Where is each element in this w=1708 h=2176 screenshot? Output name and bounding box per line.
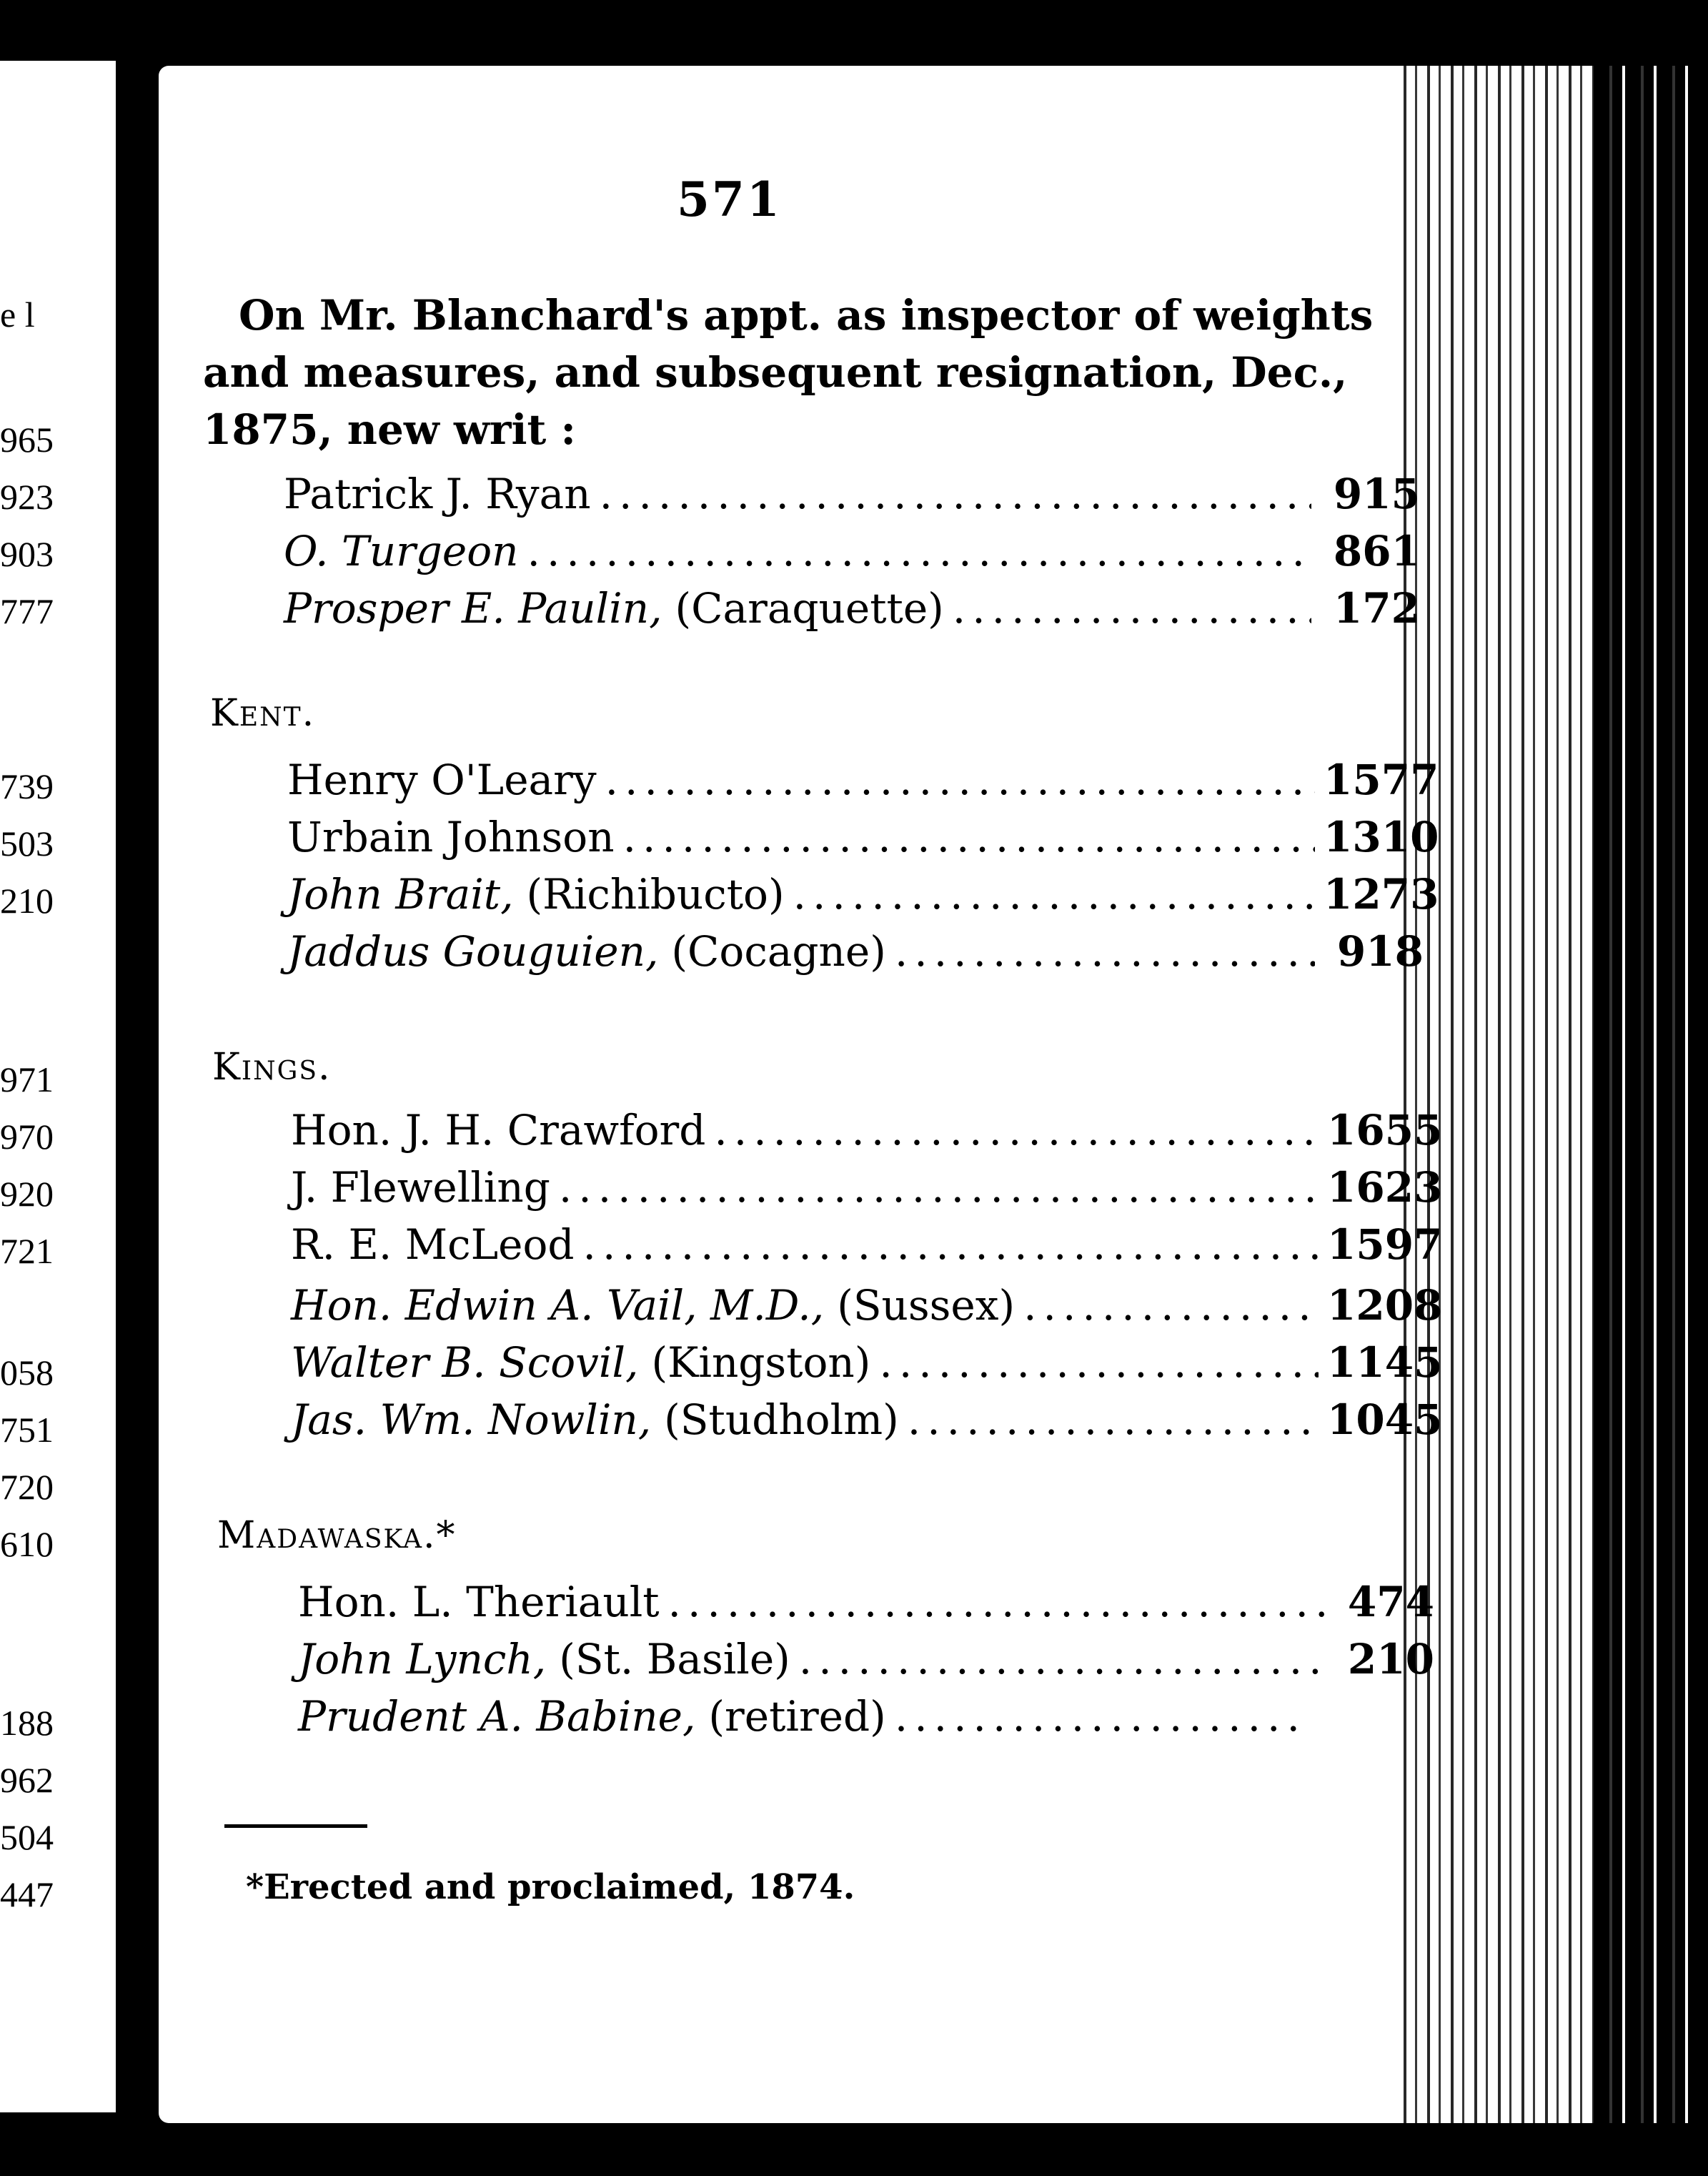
leader-dots bbox=[953, 584, 1311, 633]
vote-count: 210 bbox=[1347, 1635, 1434, 1683]
leader-dots bbox=[559, 1163, 1319, 1212]
candidate-place: (Sussex) bbox=[837, 1281, 1016, 1330]
candidate-place: (Studholm) bbox=[664, 1395, 899, 1444]
candidate-place: (St. Basile) bbox=[559, 1635, 790, 1683]
page-edge-shadow bbox=[1594, 66, 1694, 2123]
candidate-name: Jas. Wm. Nowlin, bbox=[291, 1395, 652, 1444]
vote-count: 1577 bbox=[1324, 756, 1439, 804]
vote-count: 1045 bbox=[1327, 1395, 1443, 1444]
left-number: 210 bbox=[0, 881, 54, 921]
left-page-header: e l bbox=[0, 295, 35, 335]
leader-dots bbox=[527, 527, 1311, 575]
leader-dots bbox=[895, 927, 1315, 976]
vote-count: 1145 bbox=[1327, 1338, 1443, 1387]
candidate-row bbox=[291, 1106, 1443, 1163]
candidate-place: (Richibucto) bbox=[526, 870, 785, 919]
book-page bbox=[159, 66, 1694, 2123]
candidate-name: J. Flewelling bbox=[291, 1163, 550, 1212]
vote-count: 1208 bbox=[1327, 1281, 1443, 1330]
candidate-row bbox=[284, 527, 1420, 584]
left-number: 970 bbox=[0, 1117, 54, 1157]
left-number: 965 bbox=[0, 420, 54, 460]
left-number: 720 bbox=[0, 1467, 54, 1507]
leader-dots bbox=[583, 1220, 1319, 1269]
candidate-name: Hon. Edwin A. Vail, M.D., bbox=[291, 1281, 825, 1330]
left-number: 971 bbox=[0, 1059, 54, 1099]
leader-dots bbox=[908, 1395, 1319, 1444]
candidate-name: Walter B. Scovil, bbox=[291, 1338, 639, 1387]
vote-count: 861 bbox=[1333, 527, 1420, 575]
left-number: 903 bbox=[0, 534, 54, 574]
candidate-row bbox=[287, 927, 1424, 984]
candidate-name: Hon. L. Theriault bbox=[298, 1578, 660, 1626]
candidate-place: (Cocagne) bbox=[671, 927, 886, 976]
left-number: 188 bbox=[0, 1703, 54, 1743]
candidate-row bbox=[291, 1220, 1443, 1277]
candidate-row bbox=[287, 870, 1439, 927]
left-number: 610 bbox=[0, 1524, 54, 1564]
candidate-place: (Kingston) bbox=[651, 1338, 871, 1387]
leader-dots bbox=[600, 470, 1311, 518]
left-number: 447 bbox=[0, 1874, 54, 1914]
intro-line: On Mr. Blanchard's appt. as inspector of weights bbox=[239, 291, 1374, 340]
leader-dots bbox=[895, 1692, 1304, 1741]
candidate-name: Prosper E. Paulin, bbox=[284, 584, 662, 633]
candidate-row bbox=[298, 1692, 1313, 1749]
leader-dots bbox=[668, 1578, 1326, 1626]
left-number: 504 bbox=[0, 1817, 54, 1857]
candidate-row bbox=[291, 1163, 1443, 1220]
left-number: 058 bbox=[0, 1352, 54, 1393]
vote-count: 1623 bbox=[1327, 1163, 1443, 1212]
vote-count: 1597 bbox=[1327, 1220, 1443, 1269]
vote-count: 1273 bbox=[1324, 870, 1439, 919]
candidate-name: O. Turgeon bbox=[284, 527, 519, 575]
candidate-row bbox=[284, 470, 1420, 527]
section-heading-madawaska: Madawaska.* bbox=[217, 1514, 457, 1557]
leader-dots bbox=[623, 813, 1315, 861]
left-number: 777 bbox=[0, 591, 54, 631]
left-number: 739 bbox=[0, 766, 54, 806]
page-number: 571 bbox=[677, 172, 782, 227]
left-number: 721 bbox=[0, 1231, 54, 1271]
left-number: 751 bbox=[0, 1410, 54, 1450]
leader-dots bbox=[879, 1338, 1319, 1387]
candidate-name: John Lynch, bbox=[298, 1635, 547, 1683]
footnote: *Erected and proclaimed, 1874. bbox=[246, 1867, 855, 1907]
candidate-name: R. E. McLeod bbox=[291, 1220, 575, 1269]
candidate-row bbox=[291, 1281, 1443, 1338]
candidate-name: Prudent A. Babine, bbox=[298, 1692, 696, 1741]
candidate-name: Jaddus Gouguien, bbox=[287, 927, 659, 976]
candidate-row bbox=[298, 1578, 1434, 1635]
footnote-rule bbox=[224, 1824, 367, 1828]
candidate-row bbox=[284, 584, 1420, 641]
leader-dots bbox=[1023, 1281, 1319, 1330]
leader-dots bbox=[605, 756, 1315, 804]
leader-dots bbox=[799, 1635, 1326, 1683]
candidate-name: Hon. J. H. Crawford bbox=[291, 1106, 706, 1154]
section-heading-kings: Kings. bbox=[212, 1046, 332, 1089]
left-number: 923 bbox=[0, 477, 54, 517]
left-number: 503 bbox=[0, 824, 54, 864]
candidate-place: (retired) bbox=[708, 1692, 886, 1741]
candidate-name: John Brait, bbox=[287, 870, 514, 919]
candidate-row bbox=[287, 813, 1439, 870]
left-page-fragment bbox=[0, 61, 116, 2112]
section-heading-kent: Kent. bbox=[210, 692, 316, 735]
leader-dots bbox=[793, 870, 1315, 919]
vote-count: 172 bbox=[1333, 584, 1420, 633]
candidate-name: Patrick J. Ryan bbox=[284, 470, 591, 518]
vote-count: 1310 bbox=[1324, 813, 1439, 861]
intro-line: and measures, and subsequent resignation, Dec., bbox=[203, 348, 1348, 397]
left-number: 920 bbox=[0, 1174, 54, 1214]
vote-count: 915 bbox=[1333, 470, 1420, 518]
candidate-row bbox=[291, 1338, 1443, 1395]
vote-count: 1655 bbox=[1327, 1106, 1443, 1154]
left-number: 962 bbox=[0, 1760, 54, 1800]
candidate-place: (Caraquette) bbox=[675, 584, 944, 633]
candidate-row bbox=[298, 1635, 1434, 1692]
vote-count: 918 bbox=[1336, 927, 1424, 976]
intro-line: 1875, new writ : bbox=[203, 405, 576, 454]
candidate-name: Urbain Johnson bbox=[287, 813, 615, 861]
vote-count: 474 bbox=[1347, 1578, 1434, 1626]
leader-dots bbox=[714, 1106, 1319, 1154]
candidate-row bbox=[291, 1395, 1443, 1453]
candidate-row bbox=[287, 756, 1439, 813]
candidate-name: Henry O'Leary bbox=[287, 756, 597, 804]
